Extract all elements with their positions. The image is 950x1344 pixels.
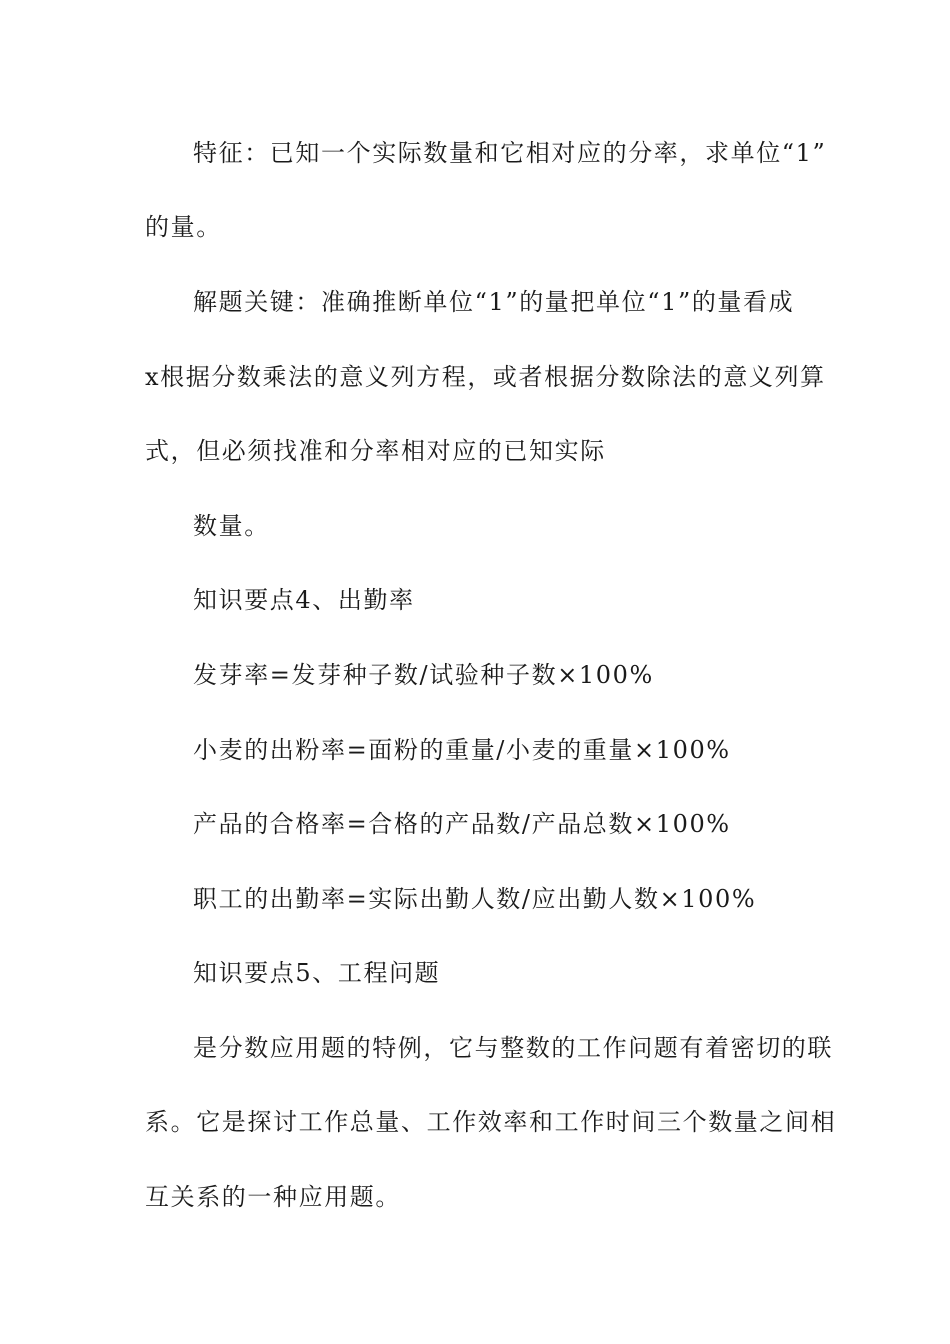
formula-line: 小麦的出粉率=面粉的重量/小麦的重量×100%: [193, 736, 731, 764]
formula-line: 产品的合格率=合格的产品数/产品总数×100%: [193, 810, 731, 838]
text-line: 解题关键：准确推断单位“1”的量把单位“1”的量看成: [193, 288, 795, 316]
text-line: 的量。: [145, 213, 222, 241]
section-heading: 知识要点5、工程问题: [193, 959, 441, 987]
formula-line: 发芽率=发芽种子数/试验种子数×100%: [193, 661, 654, 689]
formula-line: 职工的出勤率=实际出勤人数/应出勤人数×100%: [193, 885, 757, 913]
text-line: 系。它是探讨工作总量、工作效率和工作时间三个数量之间相: [145, 1108, 837, 1136]
section-heading: 知识要点4、出勤率: [193, 586, 415, 614]
text-line: x根据分数乘法的意义列方程，或者根据分数除法的意义列算: [145, 363, 826, 391]
text-line: 式，但必须找准和分率相对应的已知实际: [145, 437, 606, 465]
text-line: 特征：已知一个实际数量和它相对应的分率，求单位“1”: [193, 139, 827, 167]
text-line: 互关系的一种应用题。: [145, 1183, 401, 1211]
text-line: 数量。: [193, 512, 270, 540]
text-line: 是分数应用题的特例，它与整数的工作问题有着密切的联: [193, 1034, 833, 1062]
